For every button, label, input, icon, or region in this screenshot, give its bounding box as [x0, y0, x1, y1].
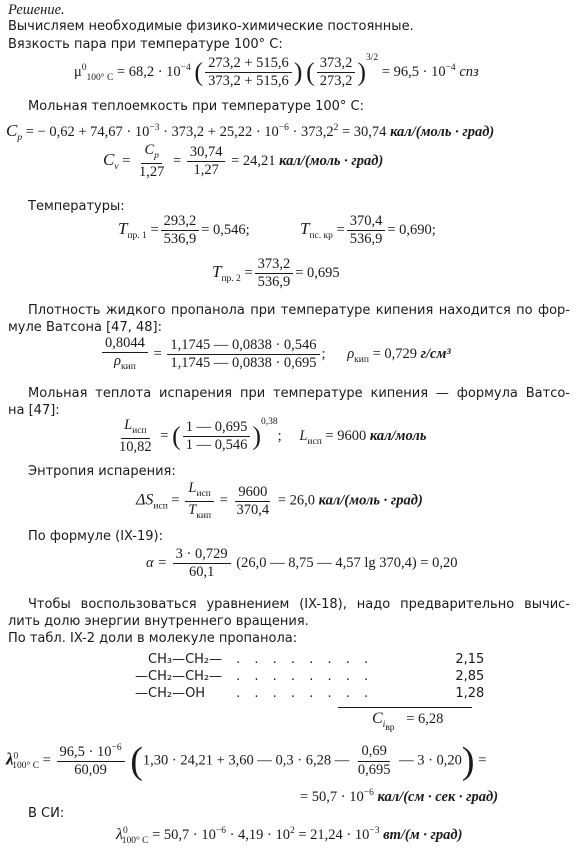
- entropy-unit: кал/(моль · град): [318, 492, 423, 509]
- density-fraction-1: [102, 336, 148, 373]
- evap-formula: [114, 418, 426, 455]
- cv-result: = 24,21: [231, 152, 280, 169]
- lambda-f2-num: 0,69: [358, 744, 389, 761]
- t2-sub: пр. 2: [221, 273, 241, 284]
- lambda-paren-close: ): [461, 740, 475, 782]
- lambda-result-exp: −6: [363, 788, 374, 798]
- density-eq: =: [153, 345, 162, 362]
- density-fraction-2: [167, 338, 319, 371]
- evap-p-num: 1 — 0,695: [183, 420, 251, 437]
- lambda-num-exp: −6: [111, 742, 122, 753]
- alpha-expr: (26,0 — 8,75 — 4,57 lg 370,4) = 0,20: [236, 555, 458, 572]
- rho-sub-2: кип: [354, 354, 369, 365]
- tc-den: 536,9: [349, 231, 383, 248]
- cv-sub: v: [114, 161, 119, 172]
- density-result: = 0,729: [372, 345, 421, 362]
- alpha-text: По формуле (IX-19):: [28, 529, 163, 544]
- tc-value: = 0,690;: [387, 222, 436, 239]
- fraction-1: [205, 56, 292, 89]
- si-formula: [116, 826, 462, 846]
- t1-sub: пр. 1: [127, 230, 147, 241]
- density-sep: ;: [321, 345, 326, 362]
- viscosity-text: Вязкость пара при температуре 100° С:: [8, 37, 283, 52]
- lambda-sup: 0: [13, 751, 19, 762]
- l-symbol-2: L: [299, 427, 308, 444]
- entropy-l-sub: исп: [196, 488, 211, 499]
- lambda-expr-a: 1,30 · 24,21 + 3,60 — 0,3 · 6,28 —: [142, 752, 350, 769]
- entropy-den: [185, 502, 214, 522]
- cv-formula: [103, 143, 383, 180]
- entropy-den2: 370,4: [236, 501, 270, 518]
- evap-num: [121, 418, 149, 439]
- f2-den: 273,2: [319, 73, 353, 90]
- density-f-num: 1,1745 — 0,0838 · 0,546: [167, 338, 319, 355]
- cp-expr-b: · 373,2 + 25,22 · 10: [159, 124, 279, 140]
- t1-formula: [118, 214, 250, 247]
- lambda-expr-b: — 3 · 0,20: [399, 752, 462, 769]
- cp-exp-a: −3: [149, 123, 160, 134]
- rotation-text-2: лить долю энергии внутреннего вращения.: [8, 614, 309, 629]
- density-formula: [100, 336, 451, 373]
- paren-close: ): [293, 57, 303, 87]
- lambda-f2-den: 0,695: [357, 761, 391, 778]
- evap-paren-open: (: [172, 421, 181, 451]
- t1-num: 293,2: [161, 214, 200, 231]
- rho-sub: кип: [121, 362, 136, 373]
- entropy-num2: 9600: [235, 485, 270, 502]
- t2-eq: =: [244, 265, 253, 282]
- rotation-group-row: [135, 686, 484, 701]
- lambda-eq-end: =: [478, 752, 487, 769]
- f2-exp: 3/2: [366, 53, 379, 64]
- evap-unit: кал/моль: [369, 427, 427, 444]
- sum-value: = 6,28: [406, 711, 444, 727]
- cv-eq: =: [122, 152, 131, 169]
- group-value: 2,15: [455, 652, 485, 667]
- dots: . . . . . . . .: [236, 652, 374, 667]
- f1-num: 273,2 + 515,6: [205, 56, 292, 73]
- f2-num: 373,2: [317, 56, 356, 73]
- rotation-text-1: Чтобы воспользоваться уравнением (IX-18), надо предварительно вычис-: [28, 597, 570, 612]
- density-f-den: 1,1745 — 0,0838 · 0,695: [170, 355, 317, 372]
- cv-frac-den: 1,27: [139, 163, 165, 180]
- evap-exp: 0,38: [261, 417, 278, 428]
- si-unit: вт/(м · град): [383, 827, 463, 843]
- rho-symbol: ρ: [114, 353, 122, 370]
- si-text: В СИ:: [28, 806, 65, 821]
- alpha-lhs: α =: [146, 555, 168, 572]
- evap-text-1: Мольная теплота испарения при температуре кипения — формула Ватсо-: [28, 386, 570, 401]
- mu-symbol: μ: [74, 64, 82, 81]
- mu-sub: 100° С: [86, 72, 114, 83]
- cv-frac2-den: 1,27: [193, 162, 219, 179]
- l-symbol: L: [124, 417, 133, 433]
- sum-vr: вр: [385, 722, 395, 733]
- l-sub-2: исп: [307, 436, 322, 447]
- alpha-formula: [146, 547, 458, 580]
- entropy-fraction-1: [185, 481, 214, 522]
- fraction-2: [317, 56, 356, 89]
- cp-formula: [6, 121, 494, 143]
- entropy-t: T: [188, 501, 197, 518]
- density-unit: г/см³: [420, 345, 451, 362]
- cp-exp-c: 2: [333, 123, 339, 134]
- sum-i: i: [382, 719, 386, 730]
- cp-unit: кал/(моль · град): [390, 124, 495, 140]
- cv-unit: кал/(моль · град): [279, 152, 384, 169]
- cp-expr-a: = − 0,62 + 74,67 · 10: [25, 124, 150, 140]
- si-lambda-sub: 100° С: [121, 835, 149, 846]
- t2-symbol: T: [212, 262, 222, 282]
- si-lambda: λ: [116, 826, 123, 843]
- lambda-result-a: = 50,7 · 10: [300, 788, 364, 805]
- sum-c: C: [372, 710, 383, 727]
- exp-b: −4: [445, 63, 456, 74]
- lambda-formula: [6, 742, 486, 780]
- si-expr-c: = 21,24 · 10: [294, 827, 370, 843]
- paren-open: (: [194, 57, 204, 87]
- dots: . . . . . . . .: [236, 669, 374, 684]
- solution-heading: Решение.: [8, 2, 65, 18]
- t2-formula: [212, 257, 340, 290]
- tc-eq: =: [336, 222, 345, 239]
- rotation-group-row: [148, 652, 484, 667]
- paren-close-2: ): [357, 57, 367, 87]
- t1-value: = 0,546;: [201, 222, 250, 239]
- ds-sub: исп: [153, 501, 168, 512]
- evap-den: 10,82: [119, 438, 152, 455]
- si-exp-c: −3: [369, 826, 380, 837]
- temperatures-text: Температуры:: [28, 199, 125, 214]
- lambda-num-text: 96,5 · 10: [59, 743, 112, 760]
- t1-den: 536,9: [163, 231, 197, 248]
- cv-fraction-2: [187, 145, 226, 178]
- alpha-den: 60,1: [188, 564, 215, 581]
- alpha-fraction: [173, 547, 231, 580]
- group-value: 2,85: [455, 669, 485, 684]
- lambda-eq: =: [42, 752, 51, 769]
- cv-frac-cp-sub: p: [154, 150, 159, 161]
- entropy-text: Энтропия испарения:: [28, 464, 176, 479]
- evap-fraction-2: [183, 420, 251, 453]
- cv-frac-num: [141, 143, 161, 164]
- group-name: CH₃—CH₂—: [148, 652, 223, 667]
- lambda-fraction-2: [355, 744, 394, 777]
- f1-den: 373,2 + 515,6: [208, 73, 289, 90]
- tc-num: 370,4: [347, 214, 386, 231]
- evap-paren-close: ): [252, 421, 262, 451]
- t1-fraction: [161, 214, 200, 247]
- lambda-paren-open: (: [130, 740, 143, 782]
- lambda-result-unit: кал/(см · сек · град): [377, 788, 499, 805]
- density-text-2: муле Ватсона [47, 48]:: [8, 320, 162, 335]
- ds-symbol: ΔS: [136, 491, 154, 509]
- lambda-sub: 100° С: [12, 761, 40, 772]
- si-expr-b: · 4,19 · 10: [225, 827, 290, 843]
- evap-sep: ;: [277, 427, 282, 444]
- entropy-t-sub: кип: [196, 510, 212, 521]
- viscosity-eq-b: = 96,5 · 10: [381, 64, 446, 81]
- rho-symbol-2: ρ: [347, 345, 355, 362]
- entropy-fraction-2: [234, 485, 273, 518]
- group-name: —CH₂—CH₂—: [135, 669, 223, 684]
- lambda-fraction-1: [57, 744, 125, 778]
- t1-symbol: T: [118, 219, 128, 239]
- heatcap-text: Мольная теплоемкость при температуре 100° С:: [28, 99, 364, 114]
- viscosity-eq-a: = 68,2 · 10: [116, 64, 181, 81]
- cp-symbol: C: [6, 121, 18, 140]
- dots: . . . . . . . .: [236, 686, 374, 701]
- density-num: 0,8044: [102, 336, 148, 353]
- alpha-num: 3 · 0,729: [173, 547, 231, 564]
- group-name: —CH₂—OH: [135, 686, 206, 701]
- cv-symbol: C: [103, 149, 115, 169]
- cv-fraction: [136, 143, 167, 180]
- evap-p-den: 1 — 0,546: [185, 437, 248, 454]
- tc-fraction: [347, 214, 386, 247]
- tc-symbol: T: [300, 219, 310, 239]
- t2-fraction: [255, 257, 294, 290]
- viscosity-unit: спз: [459, 64, 479, 81]
- cv-frac-cp: C: [144, 142, 155, 158]
- lambda-num: [57, 744, 125, 762]
- entropy-eq: =: [171, 492, 180, 509]
- rotation-group-row: [135, 669, 484, 684]
- si-lambda-sup: 0: [122, 826, 128, 837]
- lambda-den: 60,09: [74, 761, 107, 778]
- t1-eq: =: [150, 222, 159, 239]
- cp-expr-d: = 30,74: [338, 124, 391, 140]
- paren-open-2: (: [306, 57, 315, 87]
- density-den: [111, 353, 139, 373]
- entropy-eq-2: =: [219, 492, 228, 509]
- rotation-text-3: По табл. IX-2 доли в молекуле пропанола:: [8, 631, 298, 646]
- group-value: 1,28: [455, 686, 485, 701]
- viscosity-formula: [74, 53, 479, 90]
- entropy-num: [185, 481, 213, 502]
- si-exp-b: 2: [290, 826, 295, 837]
- lambda-result: [300, 788, 498, 806]
- cv-eq-2: =: [173, 152, 182, 169]
- entropy-l: L: [188, 480, 197, 496]
- evap-text-2: на [47]:: [8, 403, 60, 418]
- entropy-result: = 26,0: [277, 492, 319, 509]
- entropy-formula: [136, 481, 423, 522]
- intro-text: Вычисляем необходимые физико-химические постоянные.: [8, 19, 414, 34]
- cp-exp-b: −6: [278, 123, 289, 134]
- t2-value: = 0,695: [295, 265, 340, 282]
- evap-fraction-1: [116, 418, 155, 455]
- evap-result: = 9600: [325, 427, 370, 444]
- tc-formula: [300, 214, 436, 247]
- lambda-symbol: λ: [6, 749, 14, 769]
- l-sub: исп: [132, 425, 147, 436]
- evap-eq: =: [160, 427, 169, 444]
- tc-sub: пс. кр: [309, 230, 333, 241]
- cv-frac2-num: 30,74: [187, 145, 226, 162]
- t2-den: 536,9: [257, 274, 291, 291]
- sum-rule: [338, 707, 472, 708]
- density-text-1: Плотность жидкого пропанола при температуре кипения находится по фор-: [28, 303, 570, 318]
- si-expr-a: = 50,7 · 10: [152, 827, 216, 843]
- cp-expr-c: · 373,2: [288, 124, 334, 140]
- t2-num: 373,2: [255, 257, 294, 274]
- cp-sub: p: [17, 132, 23, 143]
- rotation-sum: [372, 710, 444, 733]
- si-exp-a: −6: [215, 826, 226, 837]
- exp-a: −4: [180, 63, 191, 74]
- mu-sup: 0: [81, 63, 87, 74]
